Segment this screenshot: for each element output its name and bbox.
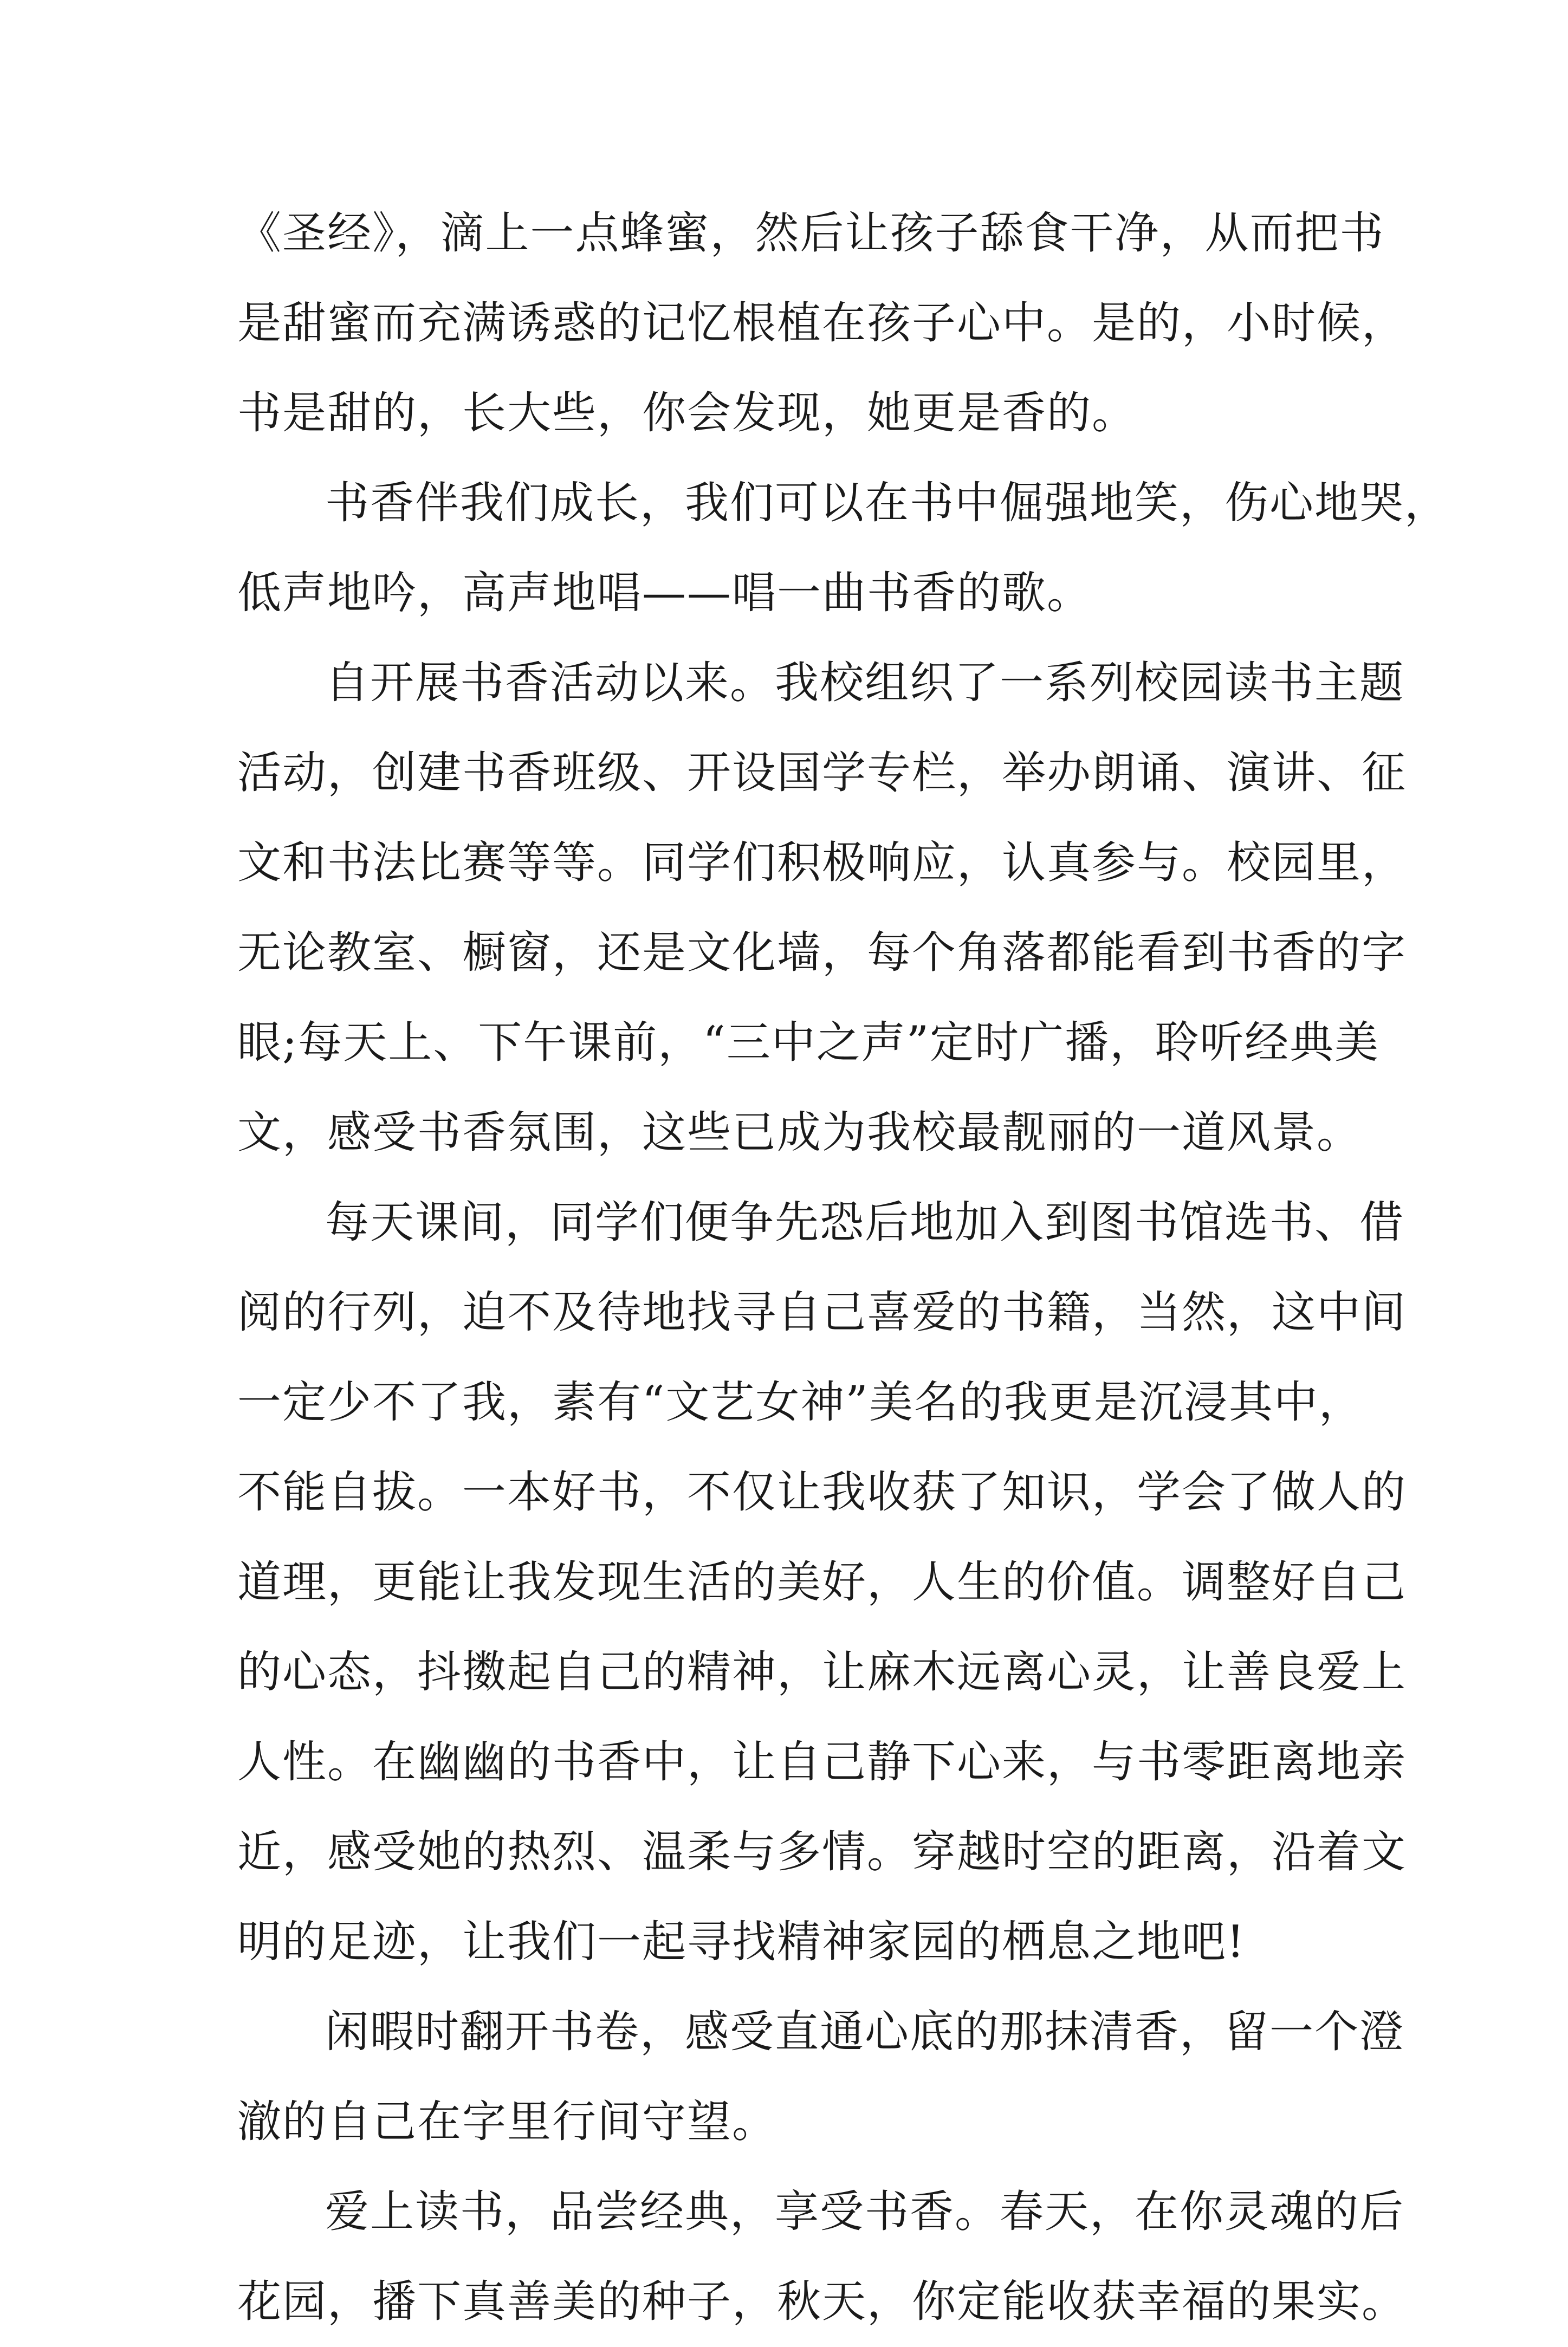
- text-line: 澈的自己在字里行间守望。: [237, 2097, 777, 2148]
- text-line: 自开展书香活动以来。我校组织了一系列校园读书主题: [325, 658, 1405, 709]
- text-line: 近，感受她的热烈、温柔与多情。穿越时空的距离，沿着文: [237, 1827, 1407, 1878]
- text-line: 闲暇时翻开书卷，感受直通心底的那抹清香，留一个澄: [325, 2007, 1405, 2058]
- text-line: 道理，更能让我发现生活的美好，人生的价值。调整好自己: [237, 1557, 1407, 1608]
- text-line: 活动，创建书香班级、开设国学专栏，举办朗诵、演讲、征: [237, 748, 1407, 799]
- text-line: 是甜蜜而充满诱惑的记忆根植在孩子心中。是的，小时候，: [237, 298, 1407, 349]
- text-line: 的心态，抖擞起自己的精神，让麻木远离心灵，让善良爱上: [237, 1647, 1407, 1698]
- text-line: 无论教室、橱窗，还是文化墙，每个角落都能看到书香的字: [237, 928, 1407, 978]
- text-line: 眼;每天上、下午课前，“三中之声”定时广播，聆听经典美: [237, 1017, 1380, 1068]
- text-line: 文，感受书香氛围，这些已成为我校最靓丽的一道风景。: [237, 1107, 1362, 1158]
- text-line: 文和书法比赛等等。同学们积极响应，认真参与。校园里，: [237, 838, 1407, 889]
- text-line: 低声地吟，高声地唱——唱一曲书香的歌。: [237, 568, 1092, 619]
- text-line: 阅的行列，迫不及待地找寻自己喜爱的书籍，当然，这中间: [237, 1287, 1407, 1338]
- text-line: 人性。在幽幽的书香中，让自己静下心来，与书零距离地亲: [237, 1737, 1407, 1788]
- text-line: 花园，播下真善美的种子，秋天，你定能收获幸福的果实。: [237, 2277, 1407, 2327]
- text-line: 一定少不了我，素有“文艺女神”美名的我更是沉浸其中，: [237, 1377, 1364, 1428]
- text-line: 《圣经》，滴上一点蜂蜜，然后让孩子舔食干净，从而把书: [237, 208, 1385, 259]
- text-line: 明的足迹，让我们一起寻找精神家园的栖息之地吧!: [237, 1917, 1246, 1968]
- text-line: 书香伴我们成长，我们可以在书中倔强地笑，伤心地哭，: [325, 478, 1450, 529]
- document-body: [237, 189, 1450, 2347]
- text-line: 不能自拔。一本好书，不仅让我收获了知识，学会了做人的: [237, 1467, 1407, 1518]
- text-line: 每天课间，同学们便争先恐后地加入到图书馆选书、借: [325, 1197, 1405, 1248]
- text-line: 书是甜的，长大些，你会发现，她更是香的。: [237, 388, 1137, 439]
- text-line: 爱上读书，品尝经典，享受书香。春天，在你灵魂的后: [325, 2187, 1405, 2238]
